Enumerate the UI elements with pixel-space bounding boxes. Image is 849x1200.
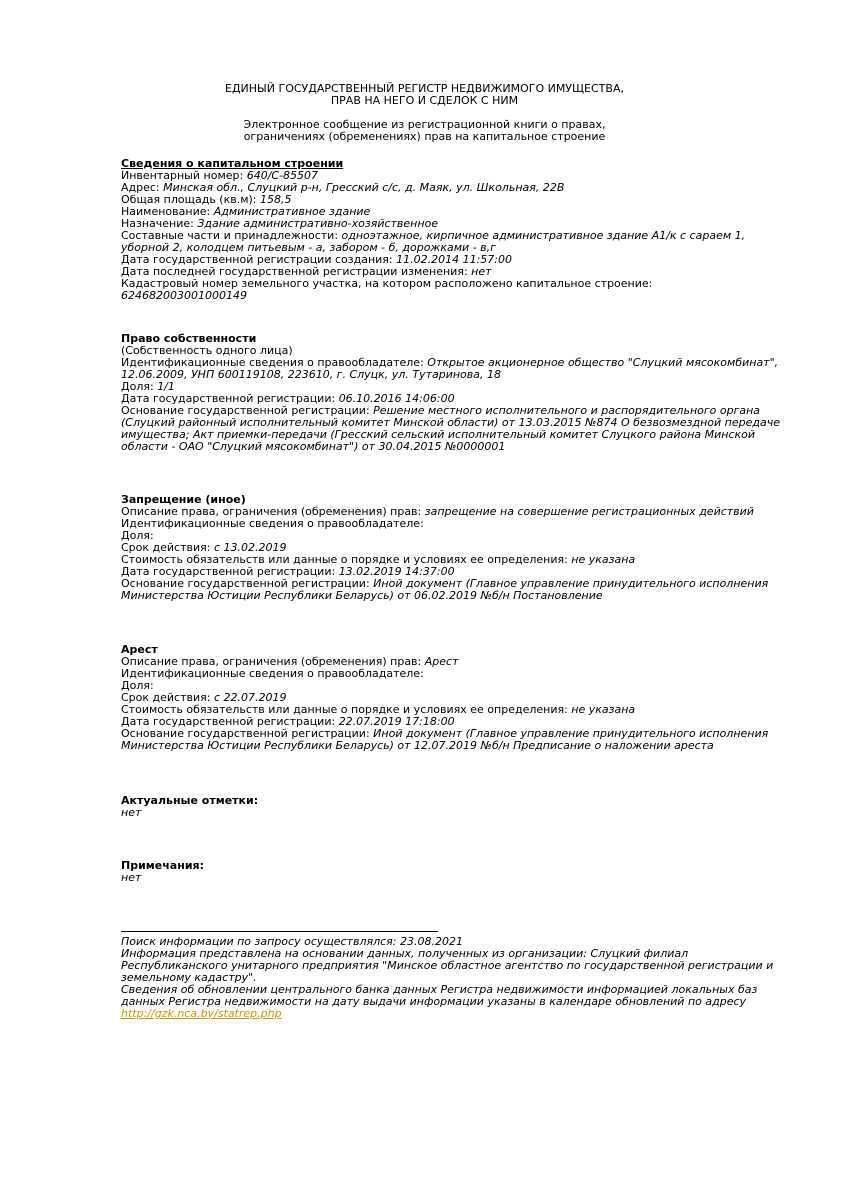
- footer-section: [121, 936, 786, 1020]
- source-info: Информация представлена на основании данных, полученных из организации: Слуцкий филиал Республиканского унитарного предприятия "Минское областное агентство по государственной регистрации и земельному кадастру".: [121, 947, 774, 984]
- marks-value: нет: [121, 806, 142, 819]
- arrest-share: Доля:: [121, 679, 154, 692]
- header-title-line1: ЕДИНЫЙ ГОСУДАРСТВЕННЫЙ РЕГИСТР НЕДВИЖИМОГО ИМУЩЕСТВА,: [225, 82, 624, 95]
- arrest-basis: Основание государственной регистрации: Иной документ (Главное управление принудительного исполнения Министерства Юстиции Республики Беларусь) от 12.07.2019 №б/н Предписание о наложении ареста: [121, 727, 769, 752]
- arrest-heading: Арест: [121, 643, 158, 656]
- cadastre-number: Кадастровый номер земельного участка, на котором расположено капитальное строение: 624682003001000149: [121, 277, 653, 302]
- notes-value: нет: [121, 871, 142, 884]
- notes-heading: Примечания:: [121, 859, 204, 872]
- ban-heading: Запрещение (иное): [121, 493, 246, 506]
- arrest-reg-date: Дата государственной регистрации: 22.07.2019 17:18:00: [121, 715, 455, 728]
- ban-share: Доля:: [121, 529, 154, 542]
- ban-holder: Идентификационные сведения о правообладателе:: [121, 517, 424, 530]
- header-title-line2: ПРАВ НА НЕГО И СДЕЛОК С НИМ: [330, 94, 519, 107]
- owner-info: Идентификационные сведения о правообладателе: Открытое акционерное общество "Слуцкий мясокомбинат", 12.06.2009, УНП 600119108, 223610, г. Слуцк, ул. Тутаринова, 18: [121, 356, 779, 381]
- arrest-cost: Стоимость обязательств или данные о порядке и условиях ее определения: не указана: [121, 703, 636, 716]
- building-heading: Сведения о капитальном строении: [121, 157, 344, 170]
- ban-description: Описание права, ограничения (обременения) прав: запрещение на совершение регистрационных действий: [121, 505, 754, 518]
- ownership-basis: Основание государственной регистрации: Решение местного исполнительного и распорядительного органа (Слуцкий районный исполнительный комитет Минской области) от 13.03.2015 №874 О безвозмездной передаче имущества; Акт приемки-передачи (Гресский сельский исполнительный комитет Слуцкого района Минской области - ОАО "Слуцкий мясокомбинат") от 30.04.2015 №0000001: [121, 404, 781, 453]
- updates-info: Сведения об обновлении центрального банка данных Регистра недвижимости информацией локальных баз данных Регистра недвижимости на дату выдачи информации указаны в календаре обновлений по адресу http://gzk.nca.by/statrep.php: [121, 983, 758, 1020]
- notes-section: [121, 860, 781, 884]
- ban-basis: Основание государственной регистрации: Иной документ (Главное управление принудительного исполнения Министерства Юстиции Республики Беларусь) от 06.02.2019 №б/н Постановление: [121, 577, 769, 602]
- ban-reg-date: Дата государственной регистрации: 13.02.2019 14:37:00: [121, 565, 455, 578]
- ownership-type: (Собственность одного лица): [121, 344, 293, 357]
- address: Адрес: Минская обл., Слуцкий р-н, Гресский с/с, д. Маяк, ул. Школьная, 22В: [121, 181, 565, 194]
- document-header: [0, 83, 849, 143]
- statrep-link[interactable]: http://gzk.nca.by/statrep.php: [121, 1007, 282, 1020]
- ownership-reg-date: Дата государственной регистрации: 06.10.2016 14:06:00: [121, 392, 455, 405]
- arrest-holder: Идентификационные сведения о правообладателе:: [121, 667, 424, 680]
- header-subtitle-line2: ограничениях (обременениях) прав на капитальное строение: [243, 130, 606, 143]
- ownership-heading: Право собственности: [121, 332, 257, 345]
- building-parts: Составные части и принадлежности: одноэтажное, кирпичное административное здание А1/к с сараем 1, уборной 2, колодцем питьевым - а, забором - б, дорожками - в,г: [121, 229, 746, 254]
- arrest-section: [121, 644, 781, 752]
- ban-term: Срок действия: с 13.02.2019: [121, 541, 287, 554]
- footer-divider: [121, 931, 438, 932]
- building-section: [121, 158, 781, 302]
- inventory-number: Инвентарный номер: 640/C-85507: [121, 169, 319, 182]
- search-date: Поиск информации по запросу осуществлялся: 23.08.2021: [121, 935, 463, 948]
- header-subtitle-line1: Электронное сообщение из регистрационной книги о правах,: [243, 118, 606, 131]
- total-area: Общая площадь (кв.м): 158,5: [121, 193, 292, 206]
- last-change-date: Дата последней государственной регистрации изменения: нет: [121, 265, 492, 278]
- ownership-section: [121, 333, 781, 453]
- ownership-share: Доля: 1/1: [121, 380, 175, 393]
- ban-cost: Стоимость обязательств или данные о порядке и условиях ее определения: не указана: [121, 553, 636, 566]
- marks-heading: Актуальные отметки:: [121, 794, 259, 807]
- building-name: Наименование: Административное здание: [121, 205, 371, 218]
- ban-section: [121, 494, 781, 602]
- creation-date: Дата государственной регистрации создания: 11.02.2014 11:57:00: [121, 253, 513, 266]
- marks-section: [121, 795, 781, 819]
- building-purpose: Назначение: Здание административно-хозяйственное: [121, 217, 439, 230]
- arrest-term: Срок действия: с 22.07.2019: [121, 691, 287, 704]
- arrest-description: Описание права, ограничения (обременения) прав: Арест: [121, 655, 459, 668]
